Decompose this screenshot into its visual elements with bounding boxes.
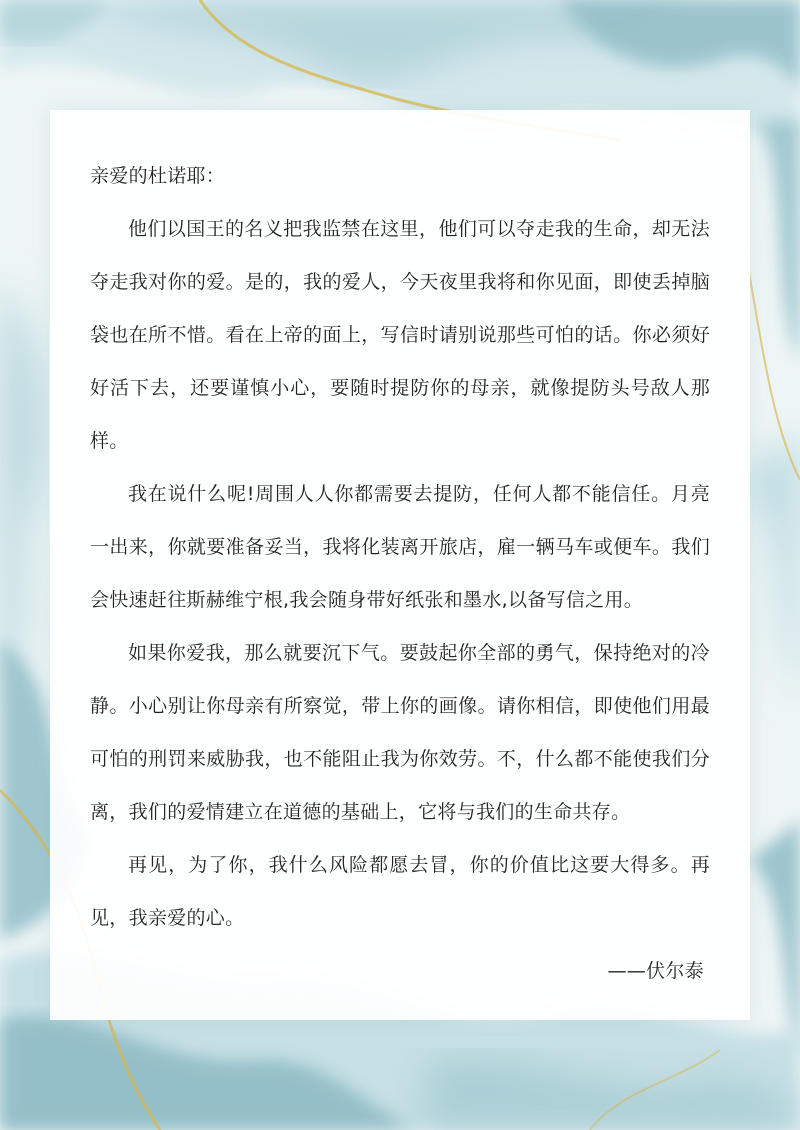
letter-card: [50, 110, 750, 1020]
letter-salutation: 亲爱的杜诺耶：: [90, 165, 226, 187]
letter-paragraph: 我在说什么呢!周围人人你都需要去提防，任何人都不能信任。月亮一出来，你就要准备妥当，我将化装离开旅店，雇一辆马车或便车。我们会快速赶往斯赫维宁根,我会随身带好纸张和墨水,以备写信之用。: [90, 483, 710, 611]
letter-paragraph: 他们以国王的名义把我监禁在这里，他们可以夺走我的生命，却无法夺走我对你的爱。是的，我的爱人，今天夜里我将和你见面，即使丢掉脑袋也在所不惜。看在上帝的面上，写信时请别说那些可怕的话。你必须好好活下去，还要谨慎小心，要随时提防你的母亲，就像提防头号敌人那样。: [90, 218, 710, 452]
letter-paragraph: 如果你爱我，那么就要沉下气。要鼓起你全部的勇气，保持绝对的冷静。小心别让你母亲有所察觉，带上你的画像。请你相信，即使他们用最可怕的刑罚来威胁我，也不能阻止我为你效劳。不，什么都不能使我们分离，我们的爱情建立在道德的基础上，它将与我们的生命共存。: [90, 642, 710, 823]
letter-body: [90, 150, 710, 998]
letter-signature: ——伏尔泰: [607, 960, 704, 982]
letter-paragraph: 再见，为了你，我什么风险都愿去冒，你的价值比这要大得多。再见，我亲爱的心。: [90, 854, 710, 929]
